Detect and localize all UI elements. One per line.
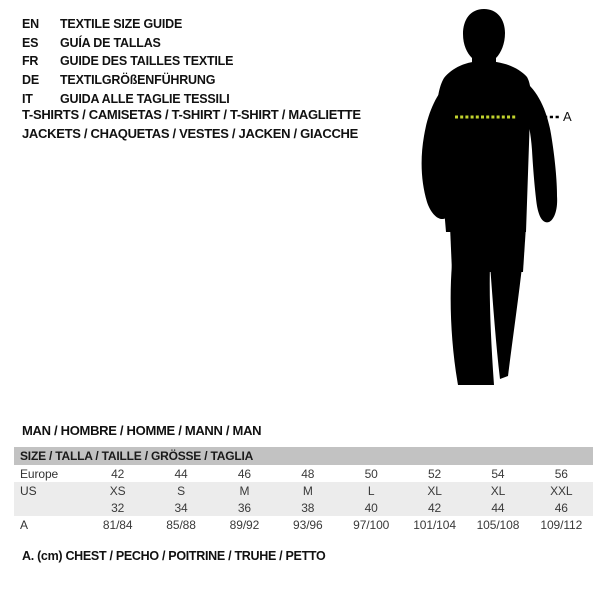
- section-title-man: MAN / HOMBRE / HOMME / MANN / MAN: [22, 423, 262, 438]
- category-jackets: JACKETS / CHAQUETAS / VESTES / JACKEN / GIACCHE: [22, 125, 358, 141]
- cell: M: [239, 483, 250, 498]
- silhouette-right-leg: [490, 258, 523, 379]
- cell: 44: [491, 500, 505, 515]
- lang-title: TEXTILE SIZE GUIDE: [60, 17, 183, 31]
- cell: 85/88: [166, 517, 196, 532]
- cell: 97/100: [353, 517, 390, 532]
- cell: 105/108: [476, 517, 520, 532]
- table-row-us-numeric: [14, 499, 593, 516]
- size-table-header-row: [14, 447, 593, 465]
- table-row-chest-a: [14, 516, 593, 533]
- cell: L: [367, 483, 375, 498]
- cell: S: [177, 483, 186, 498]
- cell: XL: [427, 483, 442, 498]
- cell: 54: [491, 466, 505, 481]
- cell: M: [302, 483, 313, 498]
- lang-code: DE: [22, 73, 39, 88]
- cell: 38: [301, 500, 315, 515]
- silhouette-head: [463, 9, 505, 66]
- silhouette-left-leg: [451, 264, 494, 385]
- lang-row-de: [22, 71, 233, 90]
- row-label: [14, 499, 86, 516]
- table-row-us: [14, 482, 593, 499]
- cell: 42: [111, 466, 125, 481]
- size-table-header: SIZE / TALLA / TAILLE / GRÖSSE / TAGLIA: [14, 447, 593, 465]
- cell: XS: [109, 483, 126, 498]
- footnote-chest: A. (cm) CHEST / PECHO / POITRINE / TRUHE / PETTO: [22, 549, 326, 563]
- lang-title: GUÍA DE TALLAS: [60, 35, 161, 50]
- lang-code: IT: [22, 91, 33, 106]
- cell: 46: [237, 466, 252, 481]
- lang-title: GUIDE DES TAILLES TEXTILE: [60, 54, 234, 69]
- table-row-europe: [14, 465, 593, 482]
- category-block: [22, 106, 361, 143]
- lang-row-fr: [22, 52, 233, 71]
- lang-code: ES: [22, 35, 39, 50]
- cell: 89/92: [229, 517, 260, 532]
- measure-label-a: A: [563, 109, 572, 124]
- man-silhouette-svg: [400, 0, 600, 400]
- cell: 52: [427, 466, 442, 481]
- cell: 34: [174, 500, 188, 515]
- cell: XXL: [550, 483, 573, 498]
- cell: 42: [427, 500, 442, 515]
- lang-title: GUIDA ALLE TAGLIE TESSILI: [60, 91, 230, 106]
- cell: 48: [301, 466, 315, 481]
- cell: 81/84: [102, 517, 133, 532]
- cell: XL: [490, 483, 506, 498]
- cell: 44: [174, 466, 188, 481]
- language-title-block: [22, 15, 233, 109]
- cell: 32: [111, 500, 125, 515]
- lang-row-es: [22, 34, 233, 53]
- row-label: US: [20, 483, 37, 498]
- cell: 46: [554, 500, 568, 515]
- cell: 50: [364, 466, 378, 481]
- lang-row-en: [22, 15, 233, 34]
- cell: 40: [364, 500, 378, 515]
- man-silhouette-figure: [400, 0, 600, 400]
- size-table: [14, 447, 593, 533]
- cell: 93/96: [293, 517, 323, 532]
- lang-title: TEXTILGRÖßENFÜHRUNG: [60, 73, 216, 88]
- cell: 36: [237, 500, 252, 515]
- category-tshirts: T-SHIRTS / CAMISETAS / T-SHIRT / T-SHIRT / MAGLIETTE: [22, 107, 361, 122]
- cell: 101/104: [413, 517, 456, 532]
- cell: 109/112: [540, 517, 583, 532]
- row-label: Europe: [20, 466, 59, 481]
- lang-code: EN: [22, 17, 39, 31]
- row-label: A: [20, 517, 28, 532]
- cell: 56: [554, 466, 568, 481]
- lang-code: FR: [22, 54, 39, 69]
